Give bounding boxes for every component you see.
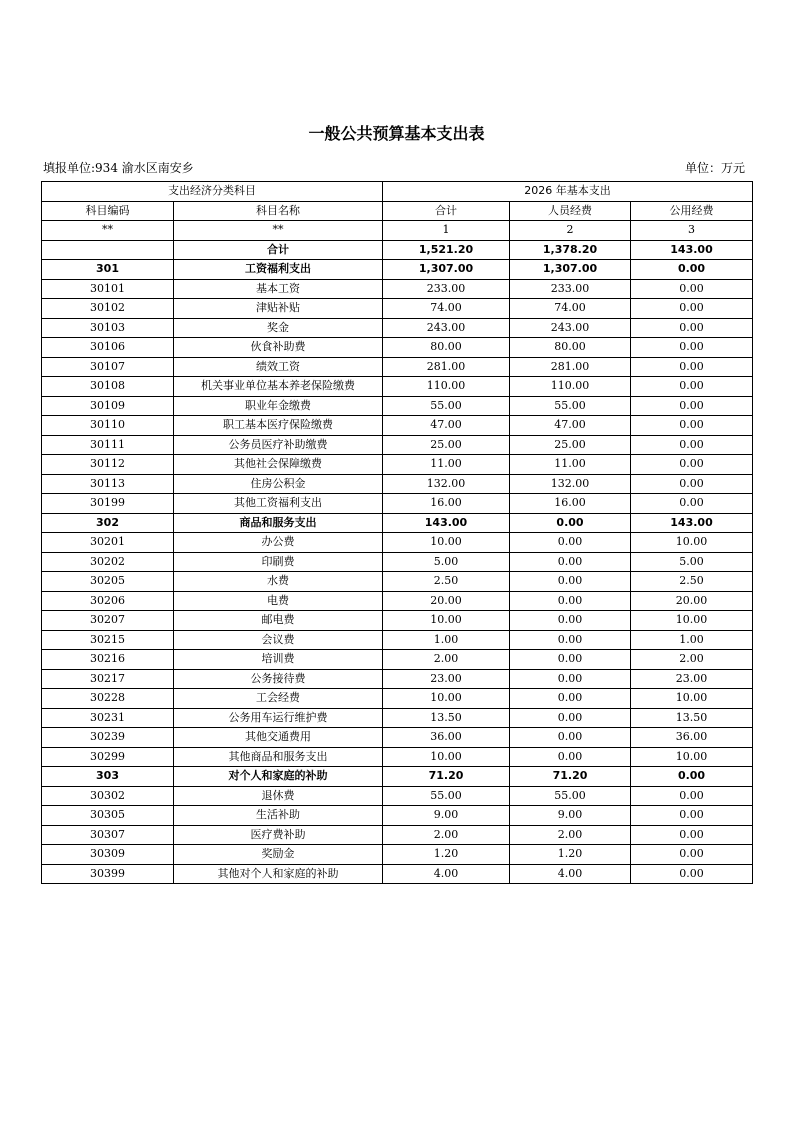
row-code: 30106 [42,338,174,358]
row-total: 1,307.00 [383,260,510,280]
row-code: 301 [42,260,174,280]
row-code: 30399 [42,864,174,884]
row-code: 30109 [42,396,174,416]
row-personnel: 1.20 [510,845,631,865]
row-name: 津贴补贴 [174,299,383,319]
row-total: 243.00 [383,318,510,338]
row-public: 2.00 [631,650,753,670]
row-total: 4.00 [383,864,510,884]
row-total: 2.50 [383,572,510,592]
row-personnel: 4.00 [510,864,631,884]
row-personnel: 0.00 [510,747,631,767]
row-code: 30302 [42,786,174,806]
row-code: 30299 [42,747,174,767]
row-personnel: 0.00 [510,708,631,728]
row-total: 11.00 [383,455,510,475]
row-total: 20.00 [383,591,510,611]
expenditure-table [41,181,753,884]
row-public: 0.00 [631,455,753,475]
table-row [42,299,753,319]
row-name: 邮电费 [174,611,383,631]
row-personnel: 25.00 [510,435,631,455]
row-public: 10.00 [631,747,753,767]
row-code: 30201 [42,533,174,553]
row-total: 132.00 [383,474,510,494]
row-public: 143.00 [631,513,753,533]
table-row [42,416,753,436]
row-total: 1.20 [383,845,510,865]
row-code: 30111 [42,435,174,455]
row-name: 其他交通费用 [174,728,383,748]
row-name: 绩效工资 [174,357,383,377]
currency-unit: 单位：万元 [684,161,745,175]
header-index-row [42,221,753,241]
row-code: 302 [42,513,174,533]
header-personnel: 人员经费 [510,201,631,221]
row-total: 16.00 [383,494,510,514]
table-row [42,396,753,416]
row-code: 30112 [42,455,174,475]
row-personnel: 9.00 [510,806,631,826]
row-public: 20.00 [631,591,753,611]
row-public: 0.00 [631,494,753,514]
row-code: 30101 [42,279,174,299]
index-public: 3 [631,221,753,241]
row-code: 30207 [42,611,174,631]
index-name: ** [174,221,383,241]
table-row [42,669,753,689]
header-total: 合计 [383,201,510,221]
table-row [42,552,753,572]
row-name: 奖金 [174,318,383,338]
table-row [42,591,753,611]
row-public: 0.00 [631,299,753,319]
row-name: 机关事业单位基本养老保险缴费 [174,377,383,397]
row-name: 伙食补助费 [174,338,383,358]
table-row [42,240,753,260]
table-row [42,474,753,494]
header-code: 科目编码 [42,201,174,221]
row-total: 23.00 [383,669,510,689]
row-public: 10.00 [631,611,753,631]
row-total: 233.00 [383,279,510,299]
row-code: 30110 [42,416,174,436]
row-code: 30202 [42,552,174,572]
row-personnel: 16.00 [510,494,631,514]
table-row [42,650,753,670]
row-public: 36.00 [631,728,753,748]
row-total: 10.00 [383,611,510,631]
row-code: 30199 [42,494,174,514]
row-personnel: 0.00 [510,611,631,631]
row-code [42,240,174,260]
table-row [42,513,753,533]
row-name: 公务用车运行维护费 [174,708,383,728]
row-public: 1.00 [631,630,753,650]
row-public: 10.00 [631,533,753,553]
row-personnel: 0.00 [510,572,631,592]
row-name: 办公费 [174,533,383,553]
row-public: 0.00 [631,279,753,299]
row-personnel: 1,307.00 [510,260,631,280]
row-total: 10.00 [383,533,510,553]
header-group-row [42,182,753,202]
table-row [42,435,753,455]
row-total: 36.00 [383,728,510,748]
row-code: 30215 [42,630,174,650]
index-code: ** [42,221,174,241]
row-name: 合计 [174,240,383,260]
row-total: 281.00 [383,357,510,377]
row-name: 奖励金 [174,845,383,865]
row-name: 医疗费补助 [174,825,383,845]
table-body [42,182,753,884]
header-basic-group: 2026 年基本支出 [383,182,753,202]
row-code: 303 [42,767,174,787]
row-personnel: 110.00 [510,377,631,397]
row-total: 55.00 [383,396,510,416]
table-row [42,533,753,553]
row-personnel: 243.00 [510,318,631,338]
row-public: 0.00 [631,396,753,416]
row-name: 其他对个人和家庭的补助 [174,864,383,884]
row-code: 30217 [42,669,174,689]
table-row [42,377,753,397]
row-name: 水费 [174,572,383,592]
table-row [42,494,753,514]
table-row [42,747,753,767]
row-personnel: 80.00 [510,338,631,358]
row-total: 2.00 [383,650,510,670]
row-personnel: 233.00 [510,279,631,299]
row-code: 30216 [42,650,174,670]
table-row [42,708,753,728]
row-public: 23.00 [631,669,753,689]
header-name: 科目名称 [174,201,383,221]
row-code: 30113 [42,474,174,494]
row-name: 其他社会保障缴费 [174,455,383,475]
row-name: 职业年金缴费 [174,396,383,416]
row-total: 74.00 [383,299,510,319]
row-name: 职工基本医疗保险缴费 [174,416,383,436]
row-code: 30103 [42,318,174,338]
row-code: 30239 [42,728,174,748]
row-code: 30107 [42,357,174,377]
row-public: 0.00 [631,767,753,787]
row-personnel: 0.00 [510,533,631,553]
row-total: 47.00 [383,416,510,436]
row-total: 1,521.20 [383,240,510,260]
row-public: 0.00 [631,864,753,884]
row-name: 商品和服务支出 [174,513,383,533]
row-code: 30307 [42,825,174,845]
row-personnel: 0.00 [510,513,631,533]
row-name: 公务接待费 [174,669,383,689]
row-personnel: 1,378.20 [510,240,631,260]
row-code: 30305 [42,806,174,826]
table-row [42,689,753,709]
row-name: 退休费 [174,786,383,806]
row-personnel: 132.00 [510,474,631,494]
row-code: 30102 [42,299,174,319]
row-total: 10.00 [383,689,510,709]
row-name: 电费 [174,591,383,611]
row-code: 30231 [42,708,174,728]
row-personnel: 74.00 [510,299,631,319]
row-total: 143.00 [383,513,510,533]
row-total: 2.00 [383,825,510,845]
row-name: 培训费 [174,650,383,670]
row-public: 0.00 [631,786,753,806]
header-column-row [42,201,753,221]
row-public: 13.50 [631,708,753,728]
row-personnel: 11.00 [510,455,631,475]
row-name: 会议费 [174,630,383,650]
row-total: 13.50 [383,708,510,728]
row-total: 80.00 [383,338,510,358]
row-name: 其他商品和服务支出 [174,747,383,767]
row-public: 0.00 [631,825,753,845]
row-code: 30206 [42,591,174,611]
row-personnel: 0.00 [510,591,631,611]
row-personnel: 0.00 [510,669,631,689]
table-row [42,630,753,650]
table-row [42,572,753,592]
row-public: 0.00 [631,357,753,377]
row-public: 143.00 [631,240,753,260]
row-total: 9.00 [383,806,510,826]
table-row [42,279,753,299]
row-public: 0.00 [631,318,753,338]
index-total: 1 [383,221,510,241]
row-total: 5.00 [383,552,510,572]
row-name: 工会经费 [174,689,383,709]
row-public: 0.00 [631,474,753,494]
table-row [42,611,753,631]
row-name: 对个人和家庭的补助 [174,767,383,787]
row-name: 生活补助 [174,806,383,826]
row-public: 0.00 [631,416,753,436]
table-row [42,845,753,865]
row-public: 5.00 [631,552,753,572]
row-name: 基本工资 [174,279,383,299]
table-row [42,767,753,787]
index-personnel: 2 [510,221,631,241]
row-name: 其他工资福利支出 [174,494,383,514]
row-name: 工资福利支出 [174,260,383,280]
table-row [42,825,753,845]
row-personnel: 2.00 [510,825,631,845]
row-code: 30108 [42,377,174,397]
table-row [42,455,753,475]
row-public: 10.00 [631,689,753,709]
row-total: 55.00 [383,786,510,806]
row-total: 10.00 [383,747,510,767]
row-personnel: 55.00 [510,786,631,806]
row-personnel: 0.00 [510,728,631,748]
header-public: 公用经费 [631,201,753,221]
row-public: 0.00 [631,338,753,358]
row-code: 30309 [42,845,174,865]
row-public: 0.00 [631,806,753,826]
row-public: 0.00 [631,260,753,280]
table-row [42,806,753,826]
row-personnel: 0.00 [510,650,631,670]
row-name: 印刷费 [174,552,383,572]
row-public: 0.00 [631,377,753,397]
row-code: 30228 [42,689,174,709]
table-row [42,864,753,884]
row-name: 住房公积金 [174,474,383,494]
row-public: 0.00 [631,435,753,455]
row-personnel: 71.20 [510,767,631,787]
row-public: 0.00 [631,845,753,865]
reporting-unit: 填报单位:934 渝水区南安乡 [43,161,194,175]
table-row [42,357,753,377]
row-name: 公务员医疗补助缴费 [174,435,383,455]
row-personnel: 0.00 [510,689,631,709]
row-personnel: 281.00 [510,357,631,377]
row-personnel: 47.00 [510,416,631,436]
row-total: 110.00 [383,377,510,397]
table-row [42,728,753,748]
row-total: 1.00 [383,630,510,650]
row-personnel: 0.00 [510,552,631,572]
row-total: 71.20 [383,767,510,787]
row-personnel: 55.00 [510,396,631,416]
table-row [42,786,753,806]
row-personnel: 0.00 [510,630,631,650]
table-row [42,338,753,358]
row-public: 2.50 [631,572,753,592]
row-total: 25.00 [383,435,510,455]
table-row [42,318,753,338]
table-row [42,260,753,280]
page-title: 一般公共预算基本支出表 [308,124,485,143]
header-econ-group: 支出经济分类科目 [42,182,383,202]
row-code: 30205 [42,572,174,592]
